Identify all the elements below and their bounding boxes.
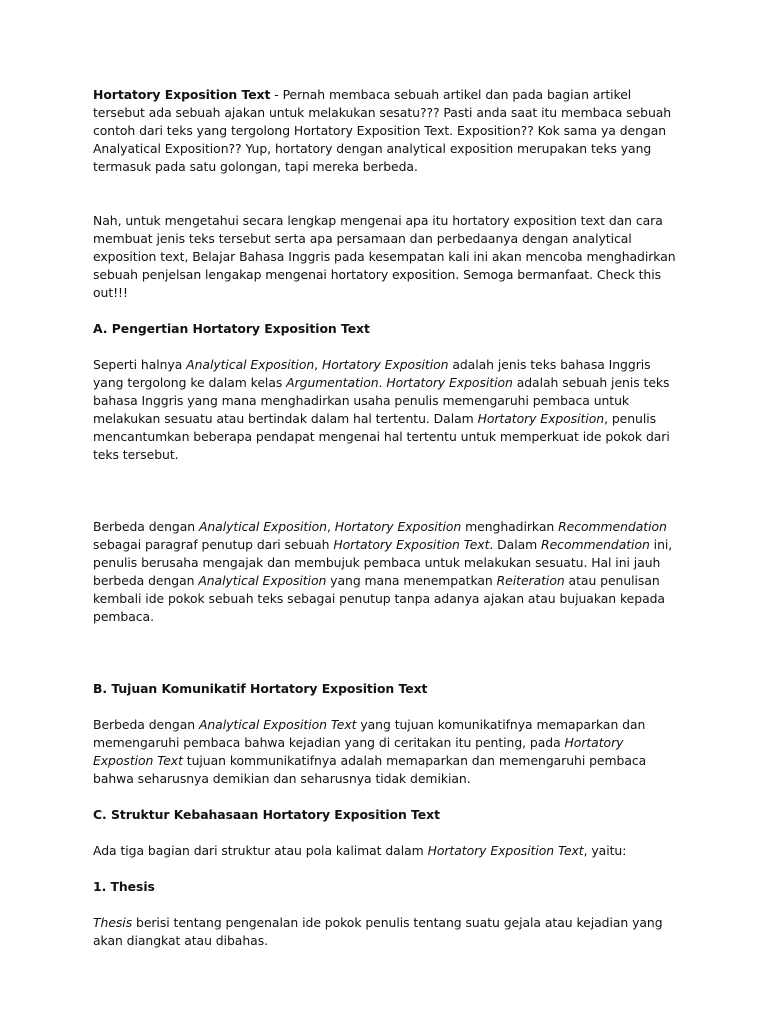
section-c-heading: C. Struktur Kebahasaan Hortatory Exposition Text: [93, 807, 440, 822]
spacer: [93, 860, 678, 878]
italic-term: Analytical Exposition: [198, 573, 327, 588]
text-run: ,: [326, 519, 335, 534]
italic-term: Hortatory Exposition: [386, 375, 513, 390]
text-run: sebagai paragraf penutup dari sebuah: [93, 537, 334, 552]
text-run: ,: [314, 357, 322, 372]
document-body: [93, 86, 678, 950]
spacer: [93, 302, 678, 320]
spacer: [93, 176, 678, 212]
section-c-paragraph-1: [93, 842, 678, 860]
text-run: .: [378, 375, 387, 390]
italic-term: Hortatory Expostion Text: [93, 735, 624, 768]
spacer: [93, 464, 678, 518]
italic-term: Analytical Exposition: [186, 357, 315, 372]
text-run: yang mana menempatkan: [326, 573, 497, 588]
text-run: atau penulisan kembali ide pokok sebuah teks sebagai penutup tanpa adanya ajakan atau bujuakan kepada pembaca.: [93, 573, 665, 624]
text-run: Berbeda dengan: [93, 519, 199, 534]
text-run: . Dalam: [489, 537, 542, 552]
italic-term: Recommendation: [558, 519, 667, 534]
intro-paragraph-2: Nah, untuk mengetahui secara lengkap mengenai apa itu hortatory exposition text dan cara membuat jenis teks tersebut serta apa persamaan dan perbedaanya dengan analytical exposition text, Belajar Bahasa Inggris pada kesempatan kali ini akan mencoba menghadirkan sebuah penjelsan lengakap mengenai hortatory exposition. Semoga bermanfaat. Check this out!!!: [93, 213, 676, 300]
intro-text-1: - Pernah membaca sebuah artikel dan pada bagian artikel tersebut ada sebuah ajakan untuk melakukan sesatu??? Pasti anda saat itu membaca sebuah contoh dari teks yang tergolong Hortatory Exposition Text. Exposition?? Kok sama ya dengan Analyatical Exposition?? Yup, hortatory dengan analytical exposition merupakan teks yang termasuk pada satu golongan, tapi mereka berbeda.: [93, 87, 672, 174]
section-a-paragraph-2: [93, 518, 678, 626]
italic-term: Reiteration: [496, 573, 565, 588]
text-run: yang tujuan komunikatifnya memaparkan dan memengaruhi pembaca bahwa kejadian yang di ceritakan itu penting, pada: [93, 717, 646, 750]
text-run: Berbeda dengan: [93, 717, 199, 732]
italic-term: Hortatory Exposition Text: [427, 843, 584, 858]
text-run: Seperti halnya: [93, 357, 187, 372]
text-run: adalah jenis teks bahasa Inggris yang tergolong ke dalam kelas: [93, 357, 651, 390]
italic-term: Hortatory Exposition: [321, 357, 449, 372]
text-run: menghadirkan: [461, 519, 559, 534]
italic-term: Argumentation: [286, 375, 379, 390]
italic-term: Thesis: [93, 915, 133, 930]
italic-term: Recommendation: [541, 537, 650, 552]
text-run: tujuan kommunikatifnya adalah memaparkan dan memengaruhi pembaca bahwa seharusnya demikian dan seharusnya tidak demikian.: [93, 753, 647, 786]
spacer: [93, 896, 678, 914]
italic-term: Hortatory Exposition Text: [333, 537, 490, 552]
section-b-heading: B. Tujuan Komunikatif Hortatory Exposition Text: [93, 681, 428, 696]
text-run: adalah sebuah jenis teks bahasa Inggris yang mana menghadirkan usaha penulis memengaruhi pembaca untuk melakukan sesuatu atau bertindak dalam hal tertentu. Dalam: [93, 375, 670, 426]
spacer: [93, 788, 678, 806]
text-run: berisi tentang pengenalan ide pokok penulis tentang suatu gejala atau kejadian yang akan diangkat atau dibahas.: [93, 915, 663, 948]
text-run: , yaitu:: [583, 843, 627, 858]
italic-term: Hortatory Exposition: [477, 411, 605, 426]
text-run: ini, penulis berusaha mengajak dan membujuk pembaca untuk melakukan sesuatu. Hal ini jauh berbeda dengan: [93, 537, 673, 588]
text-run: Ada tiga bagian dari struktur atau pola kalimat dalam: [93, 843, 428, 858]
italic-term: Analytical Exposition: [198, 519, 327, 534]
italic-term: Hortatory Exposition: [334, 519, 462, 534]
italic-term: Analytical Exposition Text: [198, 717, 357, 732]
thesis-paragraph: [93, 914, 678, 950]
intro-paragraph-1: [93, 86, 678, 176]
section-a-heading: A. Pengertian Hortatory Exposition Text: [93, 321, 370, 336]
text-run: , penulis mencantumkan beberapa pendapat mengenai hal tertentu untuk memperkuat ide pokok dari teks tersebut.: [93, 411, 670, 462]
thesis-heading: 1. Thesis: [93, 879, 155, 894]
spacer: [93, 626, 678, 680]
section-b-paragraph-1: [93, 716, 678, 788]
spacer: [93, 338, 678, 356]
intro-title: Hortatory Exposition Text: [93, 87, 271, 102]
spacer: [93, 824, 678, 842]
spacer: [93, 698, 678, 716]
section-a-paragraph-1: [93, 356, 678, 464]
